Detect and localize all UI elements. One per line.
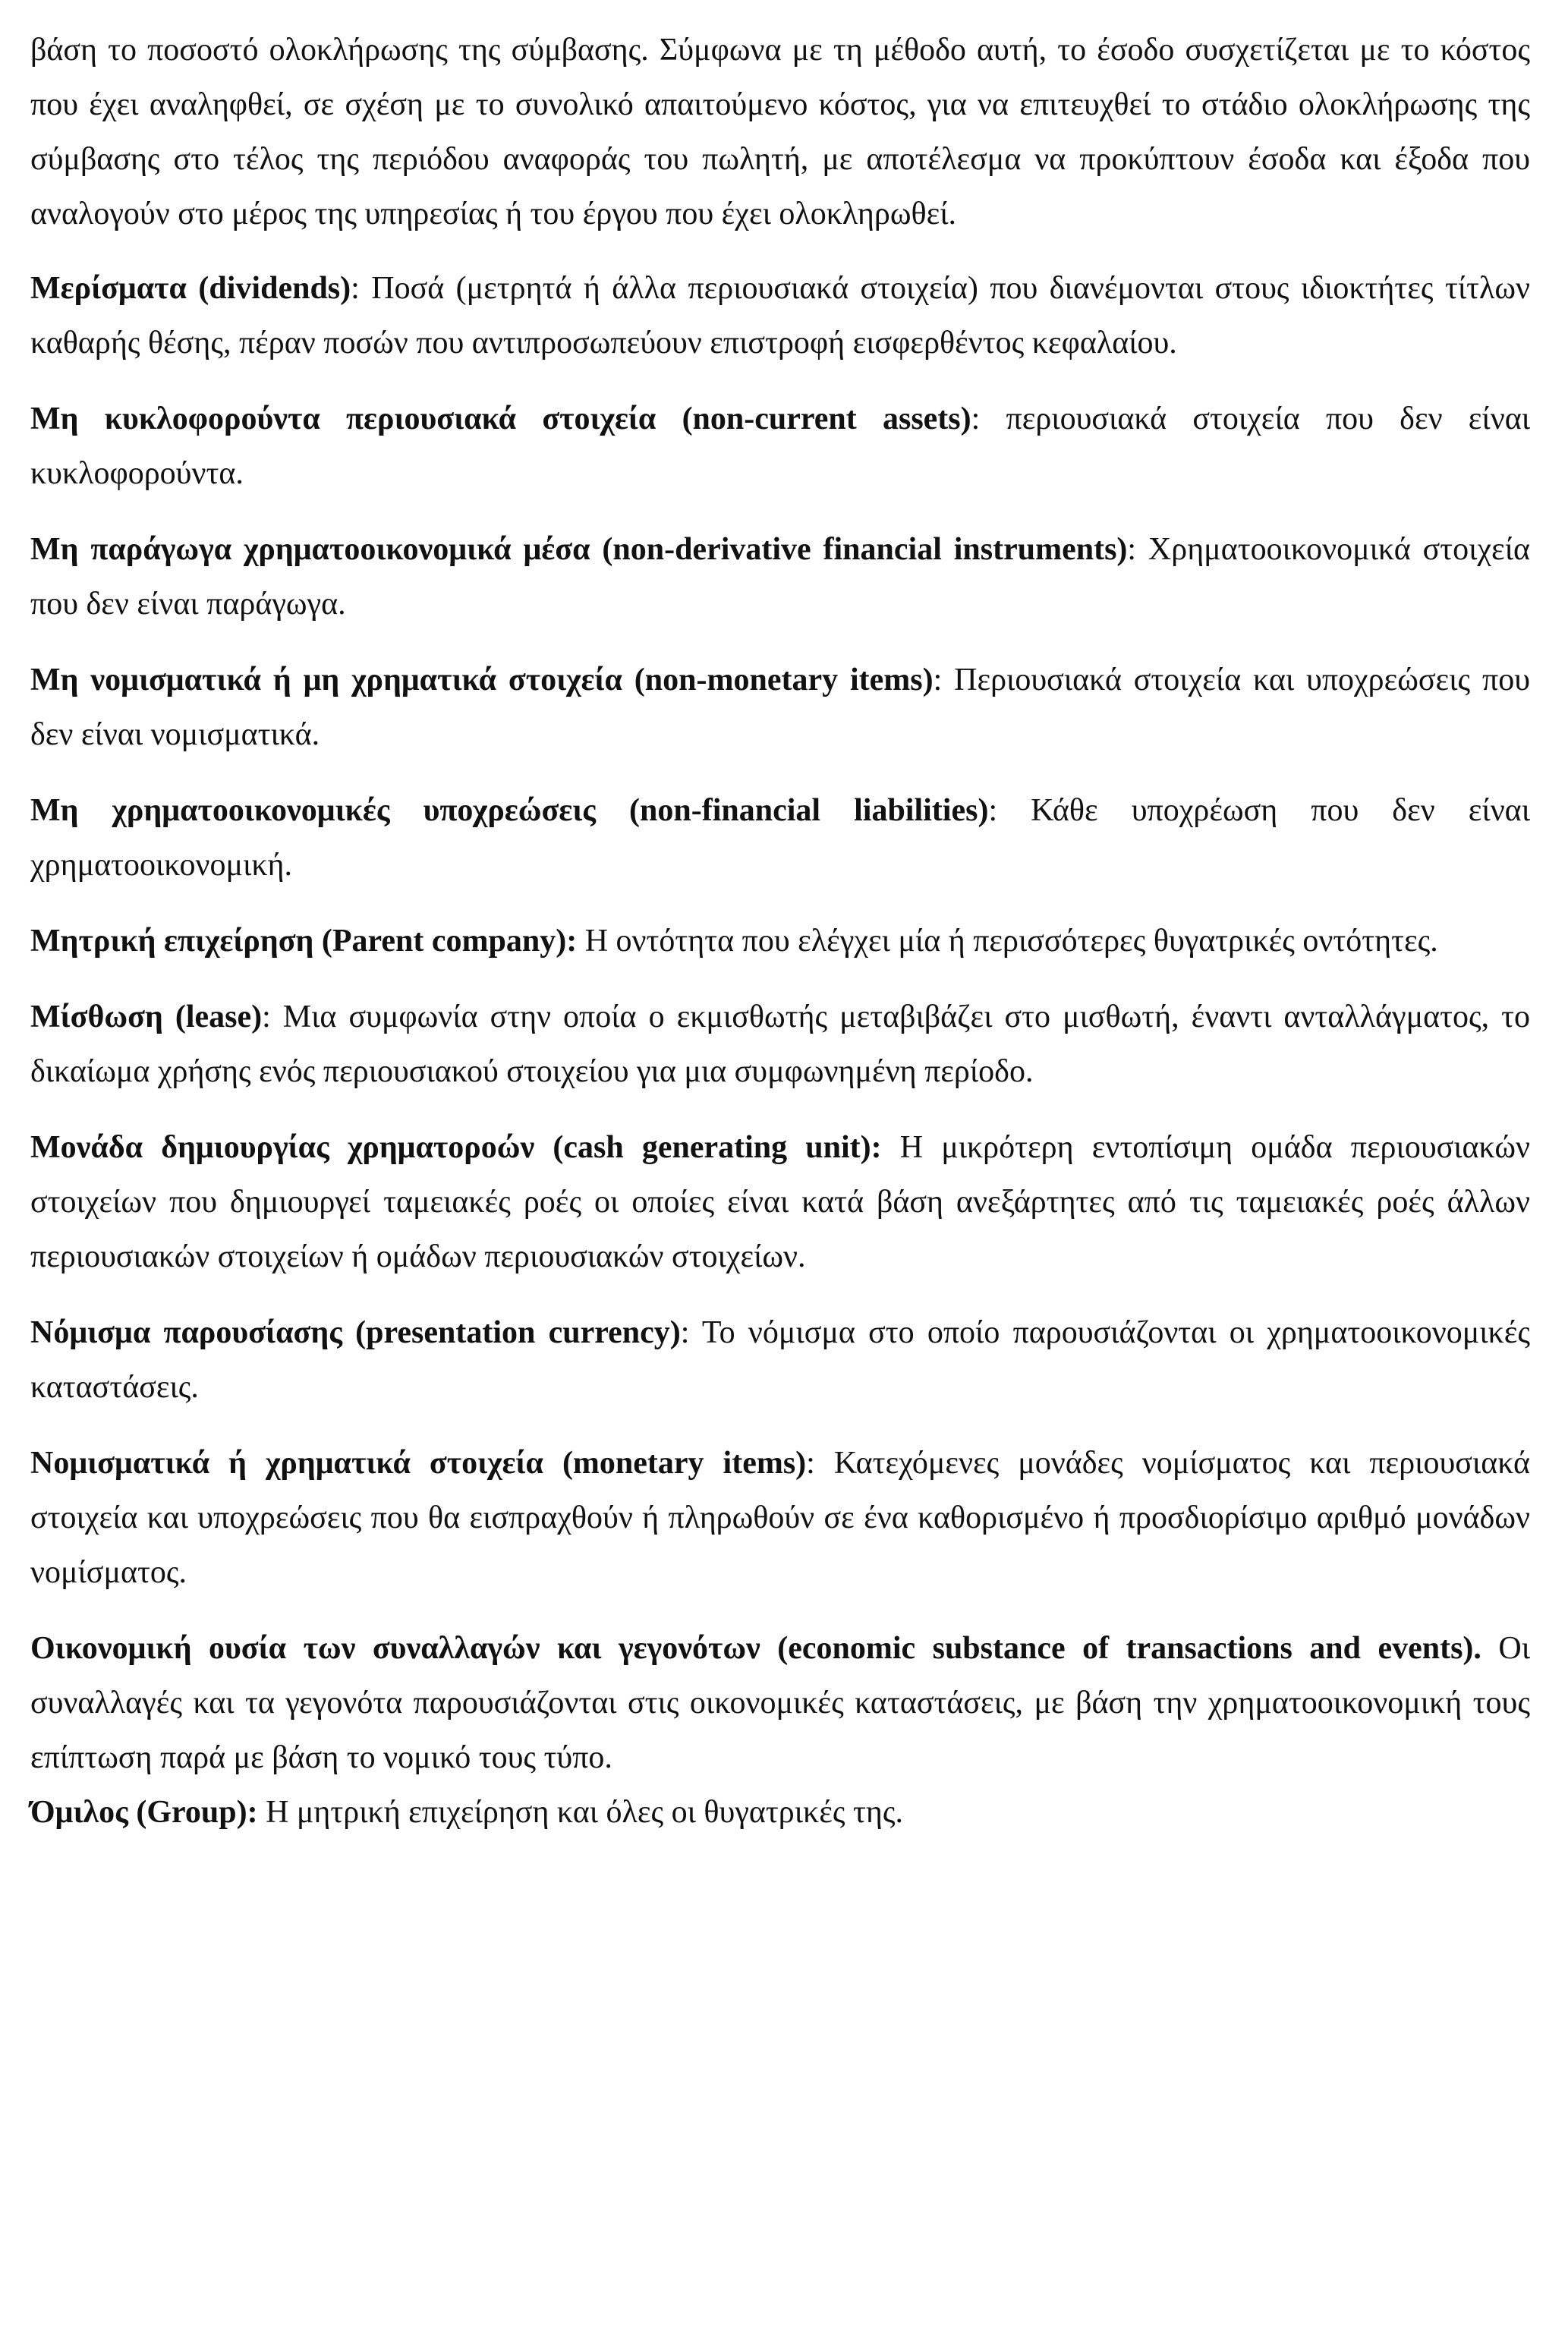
glossary-term: Μη νομισματικά ή μη χρηματικά στοιχεία (non-monetary items): [30, 663, 934, 697]
glossary-definition: : Περιουσιακά στοιχεία και υποχρεώσεις που δεν είναι νομισματικά.: [30, 663, 1530, 752]
glossary-definition: Η μητρική επιχείρηση και όλες οι θυγατρικές της.: [257, 1795, 903, 1830]
glossary-entry-monetary-items: [30, 1436, 1530, 1600]
glossary-entry-parent-company: [30, 914, 1530, 968]
glossary-definition: Η οντότητα που ελέγχει μία ή περισσότερες θυγατρικές οντότητες.: [577, 924, 1438, 959]
glossary-definition: : Το νόμισμα στο οποίο παρουσιάζονται οι χρηματοοικονομικές καταστάσεις.: [30, 1315, 1530, 1405]
glossary-entry-non-derivative-instruments: [30, 522, 1530, 631]
glossary-entry-cash-generating-unit: [30, 1120, 1530, 1284]
glossary-term: Μίσθωση (lease): [30, 1000, 263, 1034]
glossary-term: Μη χρηματοοικονομικές υποχρεώσεις (non-financial liabilities): [30, 793, 989, 828]
glossary-definition: : Χρηματοοικονομικά στοιχεία που δεν είναι παράγωγα.: [30, 532, 1530, 622]
glossary-definition: : Μια συμφωνία στην οποία ο εκμισθωτής μεταβιβάζει στο μισθωτή, έναντι ανταλλάγματος, το δικαίωμα χρήσης ενός περιουσιακού στοιχείου για μια συμφωνημένη περίοδο.: [30, 1000, 1530, 1089]
glossary-entry-group: [30, 1785, 1530, 1840]
glossary-entry-non-financial-liabilities: [30, 783, 1530, 893]
glossary-entry-presentation-currency: [30, 1305, 1530, 1415]
glossary-definition: : Κατεχόμενες μονάδες νομίσματος και περιουσιακά στοιχεία και υποχρεώσεις που θα εισπραχθούν ή πληρωθούν σε ένα καθορισμένο ή προσδιορίσιμο αριθμό μονάδων νομίσματος.: [30, 1446, 1530, 1590]
glossary-term: Μερίσματα (dividends): [30, 271, 351, 306]
glossary-term: Μητρική επιχείρηση (Parent company):: [30, 924, 578, 959]
glossary-term: Οικονομική ουσία των συναλλαγών και γεγονότων (economic substance of transactions and events).: [30, 1631, 1481, 1666]
intro-text: βάση το ποσοστό ολοκλήρωσης της σύμβασης. Σύμφωνα με τη μέθοδο αυτή, το έσοδο συσχετίζεται με το κόστος που έχει αναληφθεί, σε σχέση με το συνολικό απαιτούμενο κόστος, για να επιτευχθεί το στάδιο ολοκλήρωσης της σύμβασης στο τέλος της περιόδου αναφοράς του πωλητή, με αποτέλεσμα να προκύπτουν έσοδα και έξοδα που αναλογούν στο μέρος της υπηρεσίας ή του έργου που έχει ολοκληρωθεί.: [30, 33, 1530, 231]
glossary-term: Νόμισμα παρουσίασης (presentation currency): [30, 1315, 681, 1350]
glossary-entry-economic-substance: [30, 1621, 1530, 1785]
glossary-term: Μονάδα δημιουργίας χρηματοροών (cash generating unit):: [30, 1130, 882, 1165]
glossary-definition: Η μικρότερη εντοπίσιμη ομάδα περιουσιακών στοιχείων που δημιουργεί ταμειακές ροές οι οποίες είναι κατά βάση ανεξάρτητες από τις ταμειακές ροές άλλων περιουσιακών στοιχείων ή ομάδων περιουσιακών στοιχείων.: [30, 1130, 1530, 1274]
glossary-entry-non-current-assets: [30, 392, 1530, 501]
glossary-definition: : Κάθε υποχρέωση που δεν είναι χρηματοοικονομική.: [30, 793, 1530, 883]
glossary-definition: : περιουσιακά στοιχεία που δεν είναι κυκλοφορούντα.: [30, 401, 1530, 491]
glossary-entry-dividends: [30, 261, 1530, 370]
glossary-term: Μη παράγωγα χρηματοοικονομικά μέσα (non-derivative financial instruments): [30, 532, 1128, 567]
glossary-term: Όμιλος (Group):: [30, 1795, 258, 1830]
glossary-entry-non-monetary-items: [30, 653, 1530, 762]
glossary-entry-lease: [30, 990, 1530, 1099]
glossary-term: Νομισματικά ή χρηματικά στοιχεία (monetary items): [30, 1446, 807, 1481]
glossary-definition: : Ποσά (μετρητά ή άλλα περιουσιακά στοιχεία) που διανέμονται στους ιδιοκτήτες τίτλων καθαρής θέσης, πέραν ποσών που αντιπροσωπεύουν επιστροφή εισφερθέντος κεφαλαίου.: [30, 271, 1530, 360]
glossary-definition: Οι συναλλαγές και τα γεγονότα παρουσιάζονται στις οικονομικές καταστάσεις, με βάση την χρηματοοικονομική τους επίπτωση παρά με βάση το νομικό τους τύπο.: [30, 1631, 1530, 1775]
glossary-term: Μη κυκλοφορούντα περιουσιακά στοιχεία (non-current assets): [30, 401, 971, 436]
intro-paragraph: [30, 23, 1530, 241]
